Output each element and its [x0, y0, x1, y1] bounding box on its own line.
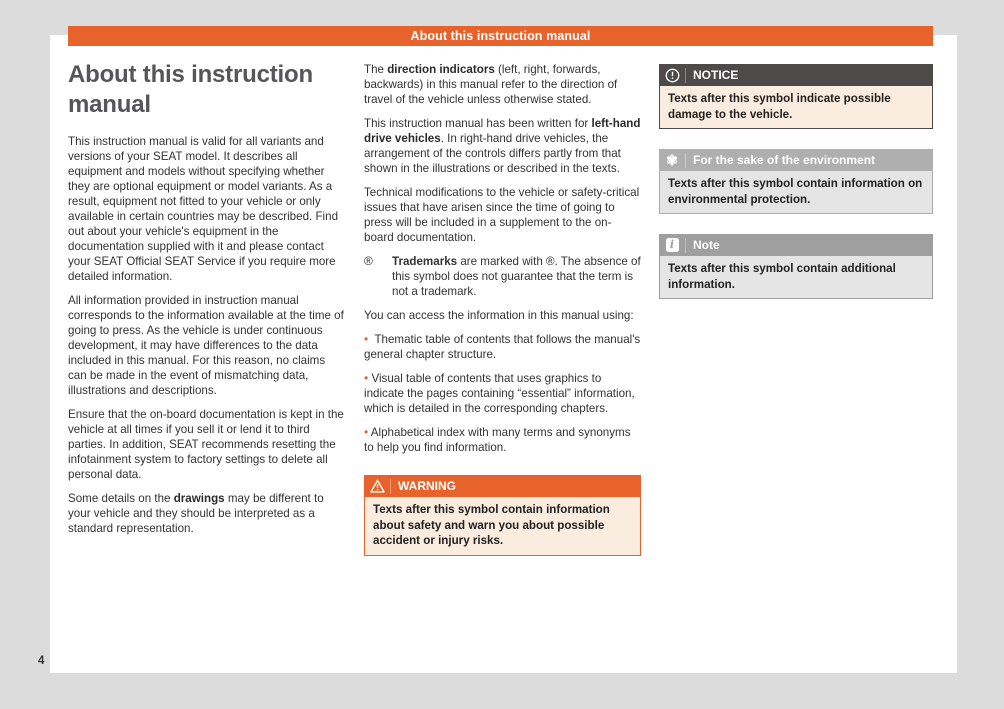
note-box-header	[659, 234, 933, 256]
text-run: Some details on the	[68, 492, 174, 505]
paragraph-information: All information provided in instruction manual corresponds to the information available at the time of going to press. As the vehicle is under continuous development, it may have differences to the data included in this manual. For this reason, no claims can be made in the event of mismatching data, illustrations and descriptions.	[68, 294, 344, 397]
notice-box-title: NOTICE	[693, 67, 739, 82]
paragraph-direction-indicators	[364, 62, 641, 107]
text-run-bold: Trademarks	[392, 255, 458, 268]
warning-box-body: Texts after this symbol contain information about safety and warn you about possible accident or injury risks.	[364, 497, 641, 556]
notice-box-header	[659, 64, 933, 86]
bullet-icon: •	[364, 371, 369, 385]
paragraph-drawings	[68, 491, 345, 536]
environment-box-title: For the sake of the environment	[693, 152, 876, 167]
page-header-bar	[68, 26, 933, 46]
environment-box-header	[659, 149, 933, 171]
bullet-item-visual-toc	[364, 371, 641, 416]
bullet-icon: •	[364, 332, 369, 346]
info-glyph: i	[666, 238, 679, 252]
trademark-item	[364, 254, 641, 299]
manual-page	[50, 29, 957, 673]
page-number: 4	[38, 655, 45, 667]
flower-glyph: ✾	[666, 152, 678, 168]
text-run: (left, right, forwards, backwards) in this manual refer to the direction of travel of the vehicle unless otherwise stated.	[364, 63, 618, 106]
section-heading: About this instruction manual	[68, 61, 313, 118]
environment-flower-icon	[659, 153, 685, 167]
notice-box-body: Texts after this symbol indicate possible damage to the vehicle.	[659, 86, 933, 129]
note-box	[659, 234, 933, 299]
header-separator	[390, 479, 391, 494]
header-separator	[685, 68, 686, 83]
text-run: may be different to your vehicle and they should be interpreted as a standard representation.	[68, 492, 324, 535]
notice-exclamation-circle-icon	[659, 68, 685, 83]
text-run: are marked with ®. The absence of this symbol does not guarantee that the term is not a trademark.	[392, 255, 641, 298]
left-column	[68, 60, 345, 545]
warning-box-header	[364, 475, 641, 497]
text-run: Alphabetical index with many terms and synonyms to help you find information.	[364, 426, 631, 454]
note-box-body: Texts after this symbol contain additional information.	[659, 256, 933, 299]
paragraph-left-hand-drive	[364, 116, 641, 176]
environment-box-body: Texts after this symbol contain information on environmental protection.	[659, 171, 933, 214]
text-run: Thematic table of contents that follows the manual's general chapter structure.	[364, 333, 641, 361]
text-run: . In right-hand drive vehicles, the arrangement of the controls differs partly from that shown in the illustrations or described in the texts.	[364, 132, 621, 175]
paragraph-onboard-docs: Ensure that the on-board documentation is kept in the vehicle at all times if you sell it or lend it to third parties. In addition, SEAT recommends resetting the infotainment system to factory settings to delete all personal data.	[68, 408, 344, 481]
right-column	[659, 64, 933, 299]
warning-box	[364, 475, 641, 556]
note-box-title: Note	[693, 237, 720, 252]
notice-box	[659, 64, 933, 129]
page-header-title: About this instruction manual	[410, 29, 591, 43]
warning-triangle-icon	[364, 479, 390, 493]
text-run: Visual table of contents that uses graphics to indicate the pages containing “essential” information, which is detailed in the corresponding chapters.	[364, 372, 635, 415]
text-run-bold: left-hand drive vehicles	[364, 117, 641, 145]
middle-column	[364, 62, 641, 556]
paragraph-technical-modifications: Technical modifications to the vehicle or safety-critical issues that have arisen since the time of going to press will be included in a supplement to the on-board documentation.	[364, 186, 640, 244]
environment-box	[659, 149, 933, 214]
text-run: The	[364, 63, 388, 76]
text-run-bold: drawings	[173, 492, 225, 505]
bullet-item-thematic-toc	[364, 332, 641, 362]
text-run: This instruction manual has been written for	[364, 117, 592, 130]
text-run-bold: direction indicators	[387, 63, 495, 76]
note-info-icon	[659, 238, 685, 252]
bullet-icon: •	[364, 425, 369, 439]
registered-trademark-icon: ®	[364, 254, 373, 268]
header-separator	[685, 238, 686, 253]
bullet-item-alphabetical-index	[364, 425, 641, 455]
paragraph-access-info: You can access the information in this manual using:	[364, 309, 634, 322]
paragraph-validity: This instruction manual is valid for all variants and versions of your SEAT model. It describes all equipment and models without specifying whether they are optional equipment or model variants. As a result, equipment not fitted to your vehicle or only available in certain countries may be described. Find out about your vehicle's equipment in the documentation supplied with it and please contact your SEAT Official SEAT Service if you require more detailed information.	[68, 135, 339, 283]
warning-box-title: WARNING	[398, 478, 456, 493]
header-separator	[685, 153, 686, 168]
